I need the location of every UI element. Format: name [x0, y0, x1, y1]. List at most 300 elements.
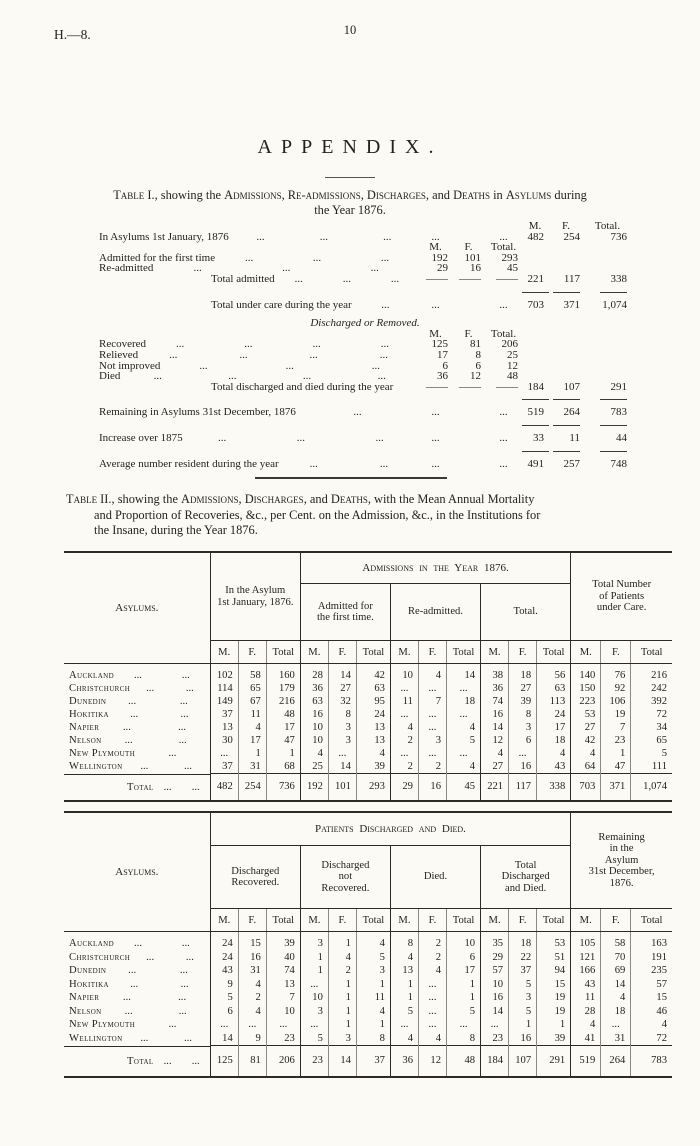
row-label-text: Recovered [99, 338, 147, 351]
table-row [64, 721, 672, 734]
column-header: Total [537, 641, 571, 664]
value-cell: 45 [447, 774, 481, 801]
value-cell: 41 [571, 1032, 601, 1046]
leader-dots: ... [302, 370, 312, 383]
table-row [64, 991, 672, 1005]
column-header [584, 242, 631, 253]
asylum-label-cell [64, 1018, 210, 1032]
value-cell: 47 [601, 760, 631, 774]
leader-dots: ... [124, 1005, 133, 1017]
value-cell: 221 [481, 774, 509, 801]
smallcaps-text: Re-admissions [287, 188, 361, 202]
subgroup-header: Re-admitted. [390, 584, 480, 641]
sum-rule-cell [485, 285, 522, 290]
value-cell: 338 [610, 272, 627, 285]
leader-dots: ... [353, 406, 362, 419]
value-cell: 10 [300, 721, 328, 734]
value-cell: 140 [571, 664, 601, 683]
value-cell: 6 [509, 734, 537, 747]
value-cell: 28 [571, 1005, 601, 1019]
caption-text: , [281, 188, 288, 202]
value-cell: 160 [266, 664, 300, 683]
leader-dots: ... [239, 348, 248, 361]
value-cell [584, 253, 631, 264]
value-cell: 4 [356, 747, 390, 760]
column-header: F. [238, 641, 266, 664]
table1-caption [50, 188, 650, 217]
value-cell: 4 [447, 760, 481, 774]
value-cell: 3 [328, 734, 356, 747]
row-label [99, 382, 419, 393]
spacer [99, 444, 419, 449]
value-cell: ... [431, 406, 440, 419]
value-cell: 107 [563, 380, 580, 393]
sum-rule [522, 292, 549, 293]
value-cell: 33 [533, 431, 544, 444]
column-header: M. [571, 641, 601, 664]
sum-rule-cell [522, 392, 548, 397]
value-cell: 72 [631, 1032, 672, 1046]
value-cell: 2 [418, 932, 446, 951]
sum-rule-cell [522, 418, 548, 423]
value-cell: 51 [537, 951, 571, 965]
value-cell: 125 [210, 1046, 238, 1077]
value-cell: 117 [509, 774, 537, 801]
value-cell: 703 [571, 774, 601, 801]
column-header: F. [418, 641, 446, 664]
value-cell: 254 [238, 774, 266, 801]
value-cell: 5 [447, 734, 481, 747]
sum-rule-cell [584, 444, 631, 449]
column-header: Total [266, 641, 300, 664]
value-cell [452, 300, 485, 311]
asylum-name: New Plymouth [69, 748, 136, 759]
asylum-name: Total [127, 1055, 154, 1067]
value-cell: 27 [509, 682, 537, 695]
value-cell: 736 [610, 230, 627, 243]
value-cell: 19 [537, 991, 571, 1005]
value-cell: 31 [238, 760, 266, 774]
value-cell: 39 [266, 932, 300, 951]
value-cell: —— [426, 272, 448, 285]
ledger-line [99, 318, 631, 329]
subgroup-header: Admitted for the first time. [300, 584, 390, 641]
table2-admissions [64, 551, 672, 802]
value-cell: 519 [527, 406, 544, 419]
asylum-name: Wellington [69, 1032, 123, 1044]
leader-dots: ... [185, 683, 194, 694]
leader-dots: ... [130, 709, 139, 720]
leader-dots: ... [122, 992, 131, 1003]
value-cell: 1 [537, 1018, 571, 1032]
value-cell: 1 [509, 1018, 537, 1032]
row-label-text: Re-admitted [99, 262, 154, 275]
caption-text: , [360, 188, 367, 202]
leader-dots: ... [122, 722, 131, 733]
value-cell: 16 [470, 262, 481, 275]
value-cell: 28 [300, 664, 328, 683]
asylums-column-header [64, 812, 210, 932]
value-cell [522, 339, 548, 350]
total-row [64, 774, 672, 801]
value-cell: 11 [390, 695, 418, 708]
sum-rule [553, 292, 580, 293]
sum-rule-cell [522, 285, 548, 290]
value-cell: 34 [631, 721, 672, 734]
value-cell: 1,074 [631, 774, 672, 801]
value-cell: 5 [210, 991, 238, 1005]
value-cell: 43 [537, 760, 571, 774]
leader-dots: ... [244, 338, 253, 351]
row-label [99, 407, 419, 418]
column-header: M. [481, 909, 509, 932]
value-cell: 4 [390, 1032, 418, 1046]
value-cell: 392 [631, 695, 672, 708]
leader-dots: ... [296, 431, 305, 444]
value-cell: 18 [447, 695, 481, 708]
total-row [64, 1046, 672, 1077]
value-cell: 17 [537, 721, 571, 734]
value-cell: 3 [328, 1032, 356, 1046]
value-cell: 1 [328, 991, 356, 1005]
leader-dots: ... [178, 992, 187, 1003]
table-row [64, 932, 672, 951]
value-cell: 58 [238, 664, 266, 683]
value-cell: 3 [300, 932, 328, 951]
asylums-header-text: Asylums. [115, 866, 159, 878]
asylum-name: Hokitika [69, 709, 110, 720]
leader-dots: ... [379, 457, 389, 470]
row-label [99, 339, 419, 350]
value-cell: 65 [631, 734, 672, 747]
value-cell: 1 [266, 747, 300, 760]
subgroup-header: Total Discharged and Died. [481, 846, 571, 909]
row-label [99, 221, 419, 232]
value-cell: 12 [481, 734, 509, 747]
value-cell: 2 [238, 991, 266, 1005]
value-cell: 5 [300, 1032, 328, 1046]
leader-dots: ... [140, 761, 149, 772]
value-cell: 56 [537, 664, 571, 683]
value-cell: 4 [356, 932, 390, 951]
value-cell: 9 [238, 1032, 266, 1046]
value-cell: 27 [481, 760, 509, 774]
value-cell: 736 [266, 774, 300, 801]
smallcaps-text: Asylums [505, 188, 552, 202]
leader-dots: ... [380, 251, 390, 264]
ledger-line [99, 253, 631, 264]
value-cell: ... [418, 708, 446, 721]
row-label-text: Total under care during the year [211, 298, 352, 311]
value-cell: 2 [390, 760, 418, 774]
row-label-text: Average number resident during the year [99, 457, 279, 470]
asylum-name: Hokitika [69, 978, 110, 990]
sum-rule-line [99, 392, 631, 397]
sum-rule [553, 451, 580, 452]
value-cell: 15 [631, 991, 672, 1005]
value-cell: 8 [447, 1032, 481, 1046]
value-cell: 29 [481, 951, 509, 965]
value-cell: 113 [537, 695, 571, 708]
caption-text: , showing the [111, 492, 182, 506]
column-header: F. [509, 641, 537, 664]
value-cell: 12 [418, 1046, 446, 1077]
value-cell: 4 [571, 747, 601, 760]
value-cell: 4 [481, 747, 509, 760]
asylum-label-cell [64, 1032, 210, 1046]
leader-dots: ... [178, 722, 187, 733]
leader-dots: ... [176, 338, 185, 351]
value-cell: 13 [390, 964, 418, 978]
value-cell: 1 [300, 964, 328, 978]
column-header [522, 329, 548, 340]
value-cell: 17 [238, 734, 266, 747]
value-cell: 783 [610, 406, 627, 419]
value-cell: 293 [501, 251, 518, 264]
value-cell: ... [447, 708, 481, 721]
value-cell: 114 [210, 682, 238, 695]
leader-dots: ... [371, 359, 381, 372]
leader-dots: ... [294, 272, 303, 285]
value-cell: ... [431, 457, 440, 470]
value-cell: 14 [447, 664, 481, 683]
value-cell: 17 [437, 348, 448, 361]
value-cell: 4 [571, 1018, 601, 1032]
leader-dots: ... [342, 272, 351, 285]
appendix-title: APPENDIX. [257, 136, 443, 158]
table-row [64, 760, 672, 774]
value-cell: 31 [238, 964, 266, 978]
value-cell: 48 [447, 1046, 481, 1077]
value-cell: ... [418, 747, 446, 760]
column-header: Total [631, 909, 672, 932]
value-cell: 216 [631, 664, 672, 683]
value-cell: ... [418, 991, 446, 1005]
value-cell: 81 [470, 338, 481, 351]
table-row [64, 734, 672, 747]
value-cell: 22 [509, 951, 537, 965]
leader-dots: ... [309, 348, 318, 361]
value-cell: 94 [537, 964, 571, 978]
value-cell: 42 [356, 664, 390, 683]
caption-text: , [238, 492, 245, 506]
sum-rule-cell [485, 392, 522, 397]
value-cell: 4 [390, 951, 418, 965]
value-cell: 10 [481, 978, 509, 992]
value-cell: 4 [356, 1005, 390, 1019]
caption-text: , and [425, 188, 454, 202]
value-cell: 482 [527, 230, 544, 243]
leader-dots: ... [169, 348, 178, 361]
value-cell: ... [210, 1018, 238, 1032]
asylum-label-cell [64, 978, 210, 992]
sum-rule-cell [548, 392, 584, 397]
asylum-name: Napier [69, 992, 100, 1003]
value-cell: 2 [328, 964, 356, 978]
sum-rule [600, 399, 627, 400]
value-cell: 36 [300, 682, 328, 695]
sum-rule [553, 399, 580, 400]
spacer [99, 418, 419, 423]
leader-dots: ... [256, 230, 265, 243]
column-header: M. [528, 220, 542, 232]
leader-dots: ... [217, 431, 227, 444]
value-cell: 206 [501, 338, 518, 351]
sum-rule-cell [419, 444, 452, 449]
value-cell: 48 [266, 708, 300, 721]
value-cell: 10 [266, 1005, 300, 1019]
value-cell: ... [266, 1018, 300, 1032]
sum-rule [522, 399, 549, 400]
value-cell: 235 [631, 964, 672, 978]
table1-summary-ledger [99, 221, 631, 469]
asylum-label-cell [64, 708, 210, 721]
value-cell: 257 [563, 457, 580, 470]
leader-dots: ... [168, 1019, 177, 1030]
value-cell: 74 [266, 964, 300, 978]
value-cell: 13 [266, 978, 300, 992]
value-cell [548, 339, 584, 350]
value-cell: 105 [571, 932, 601, 951]
value-cell: ... [390, 747, 418, 760]
column-header: F. [328, 641, 356, 664]
smallcaps-text: Admissions [181, 492, 239, 506]
sum-rule [600, 425, 627, 426]
row-label-text: Remaining in Asylums 31st December, 1876 [99, 406, 296, 419]
value-cell: 16 [300, 708, 328, 721]
value-cell: ... [418, 1018, 446, 1032]
leader-dots: ... [146, 683, 155, 694]
value-cell: 206 [266, 1046, 300, 1077]
value-cell: 16 [481, 708, 509, 721]
value-cell: ... [499, 431, 508, 444]
asylum-label-cell [64, 1046, 210, 1076]
leader-dots: ... [375, 431, 384, 444]
value-cell: 163 [631, 932, 672, 951]
value-cell: ... [418, 682, 446, 695]
sum-rule-cell [452, 418, 485, 423]
value-cell: 166 [571, 964, 601, 978]
value-cell: 149 [210, 695, 238, 708]
value-cell [548, 253, 584, 264]
value-cell: 371 [601, 774, 631, 801]
table3-discharges-deaths [64, 811, 672, 1078]
value-cell: 7 [266, 991, 300, 1005]
value-cell: 36 [437, 370, 448, 383]
value-cell: ... [447, 1018, 481, 1032]
value-cell: 3 [509, 991, 537, 1005]
sum-rule [600, 292, 627, 293]
value-cell: 10 [300, 734, 328, 747]
ledger-line [99, 350, 631, 361]
value-cell: 8 [356, 1032, 390, 1046]
table1-caption-line1 [50, 188, 650, 203]
value-cell: 1,074 [602, 298, 627, 311]
value-cell: 10 [300, 991, 328, 1005]
row-label [99, 361, 419, 372]
value-cell: 2 [418, 760, 446, 774]
value-cell: 14 [481, 721, 509, 734]
value-cell: 482 [210, 774, 238, 801]
column-header: M. [429, 241, 442, 254]
asylum-label-cell [64, 682, 210, 695]
value-cell: ... [447, 682, 481, 695]
value-cell: 1 [601, 747, 631, 760]
leader-dots: ... [383, 230, 392, 243]
leader-dots: ... [379, 348, 388, 361]
spacer [99, 285, 419, 290]
value-cell: 74 [481, 695, 509, 708]
sum-rule-cell [548, 418, 584, 423]
asylum-label-cell [64, 932, 210, 951]
column-header: F. [418, 909, 446, 932]
table-row [64, 1032, 672, 1046]
value-cell: —— [496, 380, 518, 393]
column-header: F. [601, 909, 631, 932]
asylum-label-cell [64, 734, 210, 747]
column-header: Total [537, 909, 571, 932]
value-cell: 14 [481, 1005, 509, 1019]
table-row [64, 664, 672, 683]
value-cell [522, 361, 548, 372]
value-cell: 19 [537, 1005, 571, 1019]
row-label [99, 433, 419, 444]
column-header: M. [300, 909, 328, 932]
value-cell: 4 [328, 951, 356, 965]
sum-rule-cell [419, 285, 452, 290]
ledger-line [99, 459, 631, 470]
value-cell: ... [390, 682, 418, 695]
value-cell: ... [300, 978, 328, 992]
asylum-name: Nelson [69, 1005, 102, 1017]
column-header: Total. [490, 327, 517, 340]
value-cell: 6 [447, 951, 481, 965]
value-cell: 18 [601, 1005, 631, 1019]
value-cell: 25 [300, 760, 328, 774]
value-cell: —— [459, 380, 481, 393]
value-cell: 9 [210, 978, 238, 992]
value-cell: 179 [266, 682, 300, 695]
value-cell: 13 [356, 721, 390, 734]
subgroup-header: Discharged Recovered. [210, 846, 300, 909]
sum-rule-cell [584, 285, 631, 290]
section-divider-rule [255, 477, 447, 479]
table-row [64, 747, 672, 760]
value-cell: 37 [356, 1046, 390, 1077]
ledger-line [99, 300, 631, 311]
value-cell: ... [431, 431, 440, 444]
value-cell: 92 [601, 682, 631, 695]
value-cell [452, 433, 485, 444]
caption-text: , showing the [154, 188, 225, 202]
leader-dots: ... [191, 781, 200, 793]
value-cell: 13 [210, 721, 238, 734]
asylum-name: Wellington [69, 761, 123, 772]
value-cell: —— [496, 272, 518, 285]
column-header: Total. [594, 220, 621, 232]
sum-rule-cell [584, 392, 631, 397]
value-cell: 291 [610, 380, 627, 393]
asylum-name: Dunedin [69, 965, 107, 976]
sum-rule-cell [584, 418, 631, 423]
leader-dots: ... [134, 670, 142, 681]
caption-text: , and [303, 492, 331, 506]
value-cell: 2 [418, 951, 446, 965]
value-cell: 1 [328, 1018, 356, 1032]
value-cell: 5 [447, 1005, 481, 1019]
value-cell: 783 [631, 1046, 672, 1077]
leader-dots: ... [312, 338, 321, 351]
